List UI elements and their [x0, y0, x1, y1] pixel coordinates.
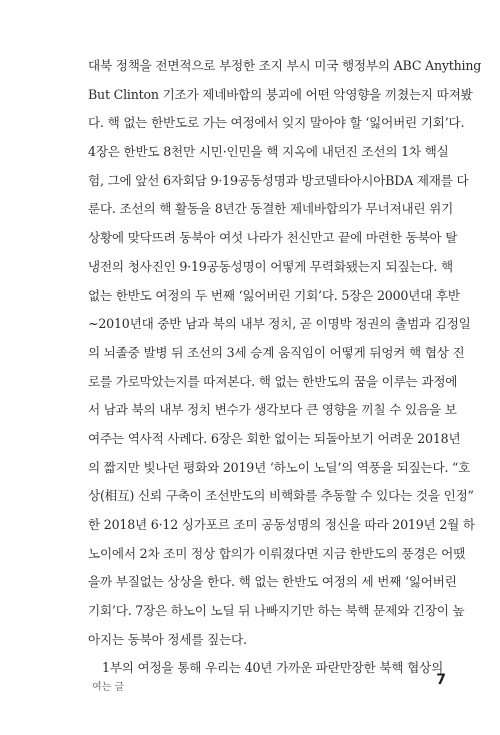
body-line-11: 의 뇌졸중 발병 뒤 조선의 3세 승계 움직임이 어떻게 뒤엉켜 핵 협상 진	[88, 344, 465, 360]
body-text	[88, 52, 482, 683]
body-line-4: 4장은 한반도 8천만 시민·인민을 핵 지옥에 내던진 조선의 1차 핵실	[88, 144, 449, 160]
body-line-6: 룬다. 조선의 핵 활동을 8년간 동결한 제네바합의가 무너져내린 위기	[88, 201, 454, 217]
body-line-15: 의 짧지만 빛나던 평화와 2019년 ‘하노이 노딜’의 역풍을 되짚는다. “호	[88, 459, 471, 475]
body-line-9: 없는 한반도 여정의 두 번째 ‘잃어버린 기회’다. 5장은 2000년대 후반	[88, 287, 460, 303]
body-line-3: 다. 핵 없는 한반도로 가는 여정에서 잊지 말아야 할 ‘잃어버린 기회’다.	[88, 115, 465, 131]
body-line-19: 을까 부질없는 상상을 한다. 핵 없는 한반도 여정의 세 번째 ‘잃어버린	[88, 574, 457, 590]
body-line-2: But Clinton 기조가 제네바합의 붕괴에 어떤 악영향을 끼쳤는지 따져봤	[88, 86, 473, 102]
body-line-18: 노이에서 2차 조미 정상 합의가 이뤄졌다면 지금 한반도의 풍경은 어땠	[88, 545, 466, 561]
page-number: 7	[436, 672, 446, 688]
body-line-10: ~2010년대 중반 남과 북의 내부 정치, 곧 이명박 정권의 출범과 김정일	[88, 316, 471, 332]
body-line-16: 상(相互) 신뢰 구축이 조선반도의 비핵화를 추동할 수 있다는 것을 인정”	[88, 488, 474, 504]
body-line-14: 여주는 역사적 사례다. 6장은 회한 없이는 되돌아보기 어려운 2018년	[88, 430, 461, 446]
body-line-21: 아지는 동북아 정세를 짚는다.	[88, 631, 247, 647]
running-footer-section: 여는 글	[92, 682, 125, 693]
body-line-12: 로를 가로막았는지를 따져본다. 핵 없는 한반도의 꿈을 이루는 과정에	[88, 373, 458, 389]
body-line-5: 험, 그에 앞선 6자회담 9·19공동성명과 방코델타아시아BDA 제재를 다	[88, 172, 469, 188]
body-line-20: 기회’다. 7장은 하노이 노딜 뒤 나빠지기만 하는 북핵 문제와 긴장이 높	[88, 603, 465, 619]
body-line-8: 냉전의 청사진인 9·19공동성명이 어떻게 무력화됐는지 되짚는다. 핵	[88, 258, 453, 274]
body-line-13: 서 남과 북의 내부 정치 변수가 생각보다 큰 영향을 끼칠 수 있음을 보	[88, 402, 457, 418]
body-line-7: 상황에 맞닥뜨려 동북아 여섯 나라가 천신만고 끝에 마련한 동북아 탈	[88, 230, 458, 246]
body-line-1: 대북 정책을 전면적으로 부정한 조지 부시 미국 행정부의 ABC Anything	[88, 58, 482, 73]
body-line-17: 한 2018년 6·12 싱가포르 조미 공동성명의 정신을 따라 2019년 2월 하	[88, 517, 475, 532]
body-line-22: 1부의 여정을 통해 우리는 40년 가까운 파란만장한 북핵 협상의	[102, 660, 444, 676]
